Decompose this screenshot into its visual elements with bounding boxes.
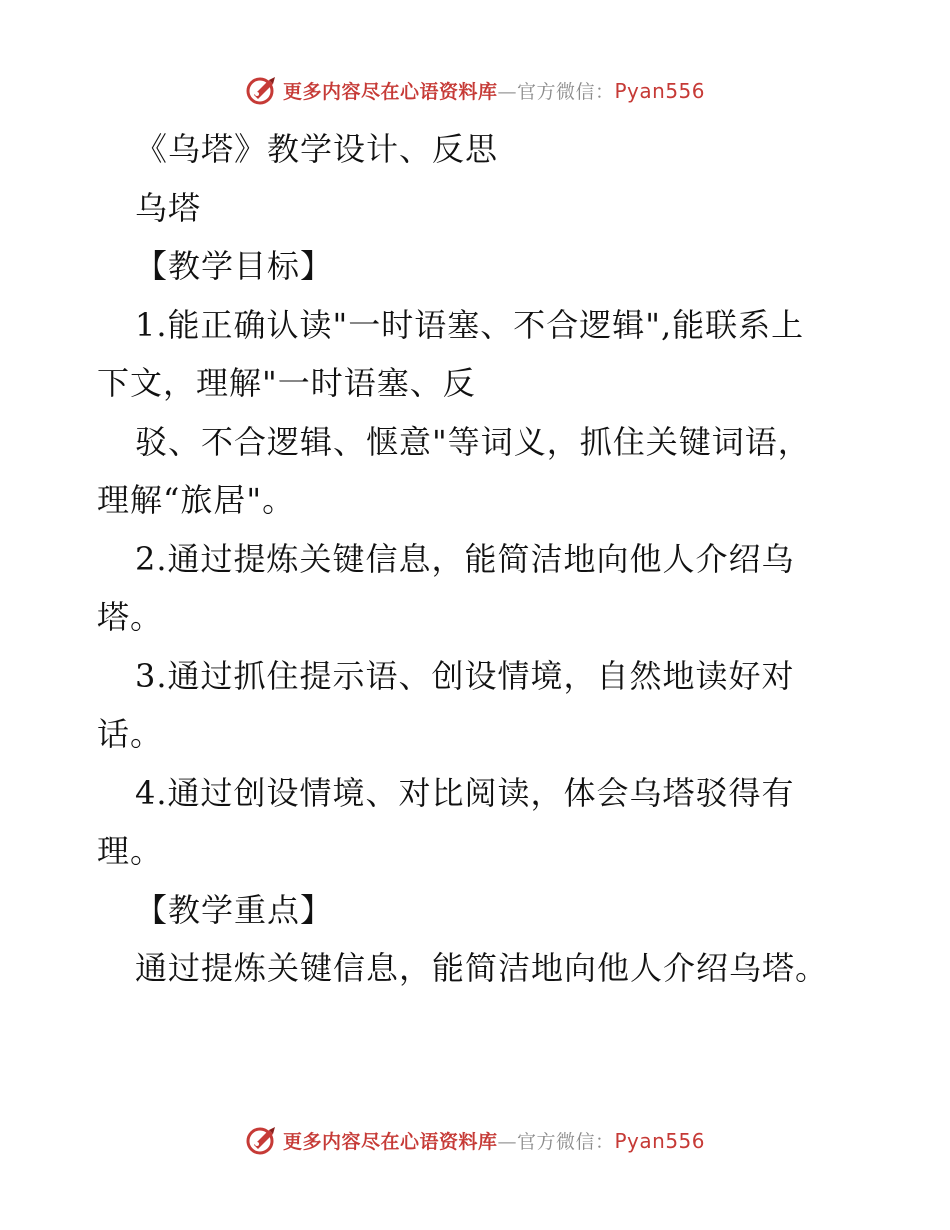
watermark-text: 更多内容尽在心语资料库—官方微信：Pyan556	[282, 1128, 706, 1153]
paragraph-line: 理解“旅居"。	[97, 481, 296, 519]
footer-watermark	[0, 1120, 950, 1160]
pen-logo-icon	[245, 73, 279, 107]
pen-logo-icon	[245, 1123, 279, 1157]
paragraph-line: 话。	[97, 715, 164, 753]
document-body	[97, 120, 857, 998]
paragraph-line: 理。	[97, 832, 164, 870]
header-watermark	[0, 70, 950, 110]
paragraph-line: 下文，理解"一时语塞、反	[97, 364, 476, 402]
paragraph-line: 4.通过创设情境、对比阅读，体会乌塔驳得有	[135, 773, 795, 812]
paragraph-line: 3.通过抓住提示语、创设情境，自然地读好对	[135, 656, 795, 695]
watermark-text: 更多内容尽在心语资料库—官方微信：Pyan556	[282, 78, 706, 103]
paragraph-line: 驳、不合逻辑、惬意"等词义，抓住关键词语，	[135, 422, 811, 461]
paragraph-line: 塔。	[97, 598, 164, 636]
document-title: 《乌塔》教学设计、反思	[135, 130, 499, 168]
section-heading-objectives: 【教学目标】	[135, 247, 334, 285]
paragraph-line: 2.通过提炼关键信息，能简洁地向他人介绍乌	[135, 539, 795, 578]
lesson-name: 乌塔	[135, 188, 202, 227]
paragraph-line: 1.能正确认读"一时语塞、不合逻辑",能联系上	[135, 305, 805, 344]
paragraph-line: 通过提炼关键信息，能简洁地向他人介绍乌塔。	[135, 949, 829, 987]
section-heading-key-points: 【教学重点】	[135, 890, 334, 929]
